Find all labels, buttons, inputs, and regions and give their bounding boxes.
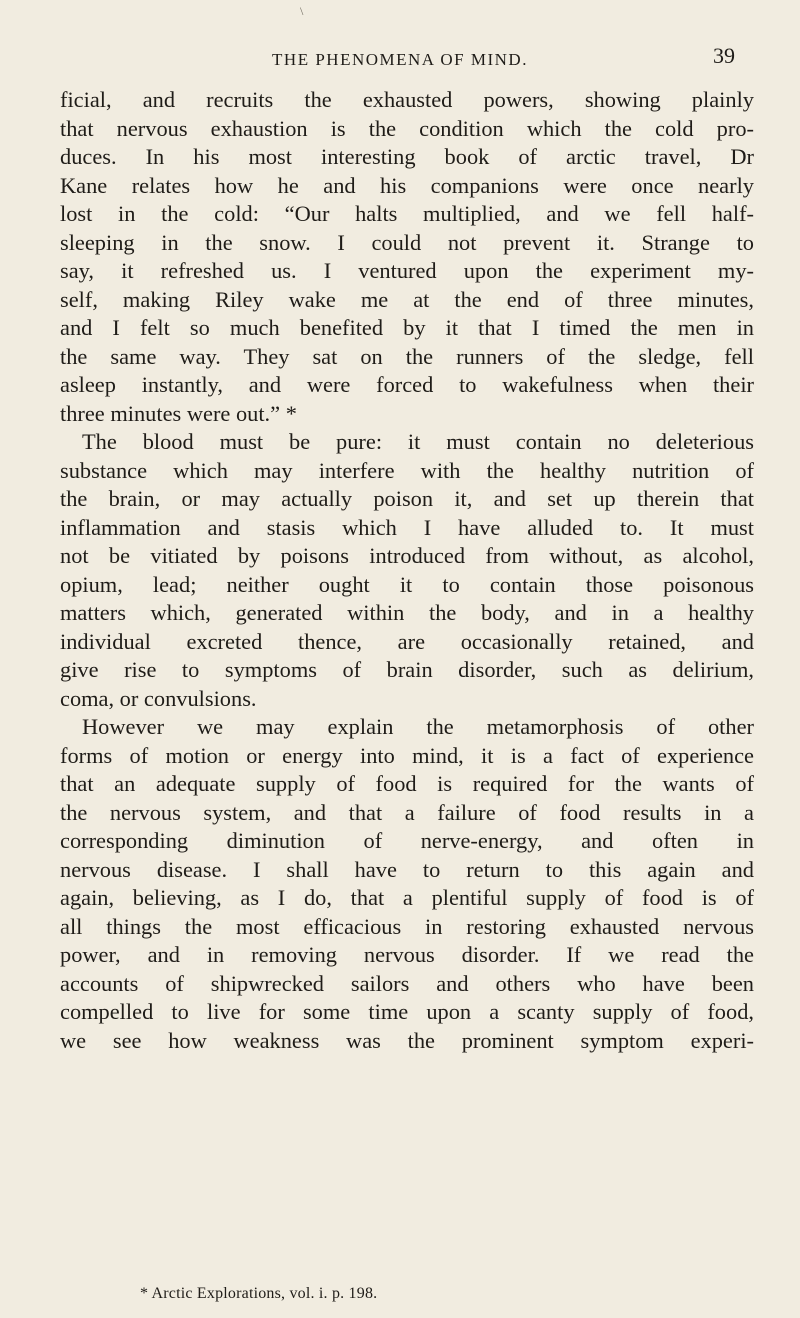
text-line: forms of motion or energy into mind, it is a fact of experience (60, 742, 754, 768)
text-line: that nervous exhaustion is the condition which the cold pro- (60, 115, 754, 141)
text-line: corresponding diminution of nerve-energy, and often in (60, 828, 754, 853)
text-line: not be vitiated by poisons introduced from without, as alcohol, (60, 543, 754, 568)
text-line: matters which, generated within the body, and in a healthy (60, 600, 754, 625)
text-line: accounts of shipwrecked sailors and others who have been (60, 970, 754, 996)
stray-mark: \ (300, 4, 304, 18)
text-line: and I felt so much benefited by it that I timed the men in (60, 315, 754, 340)
text-line: lost in the cold: “Our halts multiplied, and we fell half- (60, 201, 754, 226)
text-line: substance which may interfere with the healthy nutrition of (60, 457, 754, 483)
text-line: sleeping in the snow. I could not prevent it. Strange to (60, 229, 754, 255)
text-line: we see how weakness was the prominent symptom experi- (60, 1027, 754, 1053)
text-line: inflammation and stasis which I have alluded to. It must (60, 514, 754, 540)
text-line: opium, lead; neither ought it to contain those poisonous (60, 571, 754, 597)
text-line: ficial, and recruits the exhausted powers, showing plainly (60, 87, 754, 112)
text-line: the same way. They sat on the runners of the sledge, fell (60, 343, 754, 369)
text-line: The blood must be pure: it must contain no deleterious (82, 429, 754, 454)
text-line: duces. In his most interesting book of arctic travel, Dr (60, 144, 754, 169)
text-line: give rise to symptoms of brain disorder, such as delirium, (60, 657, 754, 682)
text-line: that an adequate supply of food is required for the wants of (60, 771, 754, 796)
text-line: nervous disease. I shall have to return to this again and (60, 856, 754, 882)
text-line: power, and in removing nervous disorder. If we read the (60, 942, 754, 967)
text-line: However we may explain the metamorphosis of other (82, 714, 754, 739)
text-line: compelled to live for some time upon a scanty supply of food, (60, 999, 754, 1024)
running-head: THE PHENOMENA OF MIND. (272, 50, 528, 69)
text-line: the nervous system, and that a failure of food results in a (60, 799, 754, 825)
text-line: self, making Riley wake me at the end of three minutes, (60, 286, 754, 312)
text-line: coma, or convulsions. (60, 685, 257, 711)
text-line: say, it refreshed us. I ventured upon the experiment my- (60, 258, 754, 283)
text-line: asleep instantly, and were forced to wakefulness when their (60, 372, 754, 397)
footnote: * Arctic Explorations, vol. i. p. 198. (140, 1285, 378, 1302)
text-line: the brain, or may actually poison it, and set up therein that (60, 486, 754, 511)
body-text (60, 86, 754, 1055)
text-line: three minutes were out.” * (60, 400, 297, 426)
text-line: Kane relates how he and his companions were once nearly (60, 172, 754, 198)
text-line: individual excreted thence, are occasionally retained, and (60, 628, 754, 654)
page-number: 39 (713, 43, 735, 68)
text-line: all things the most efficacious in restoring exhausted nervous (60, 913, 754, 939)
text-line: again, believing, as I do, that a plentiful supply of food is of (60, 885, 754, 910)
